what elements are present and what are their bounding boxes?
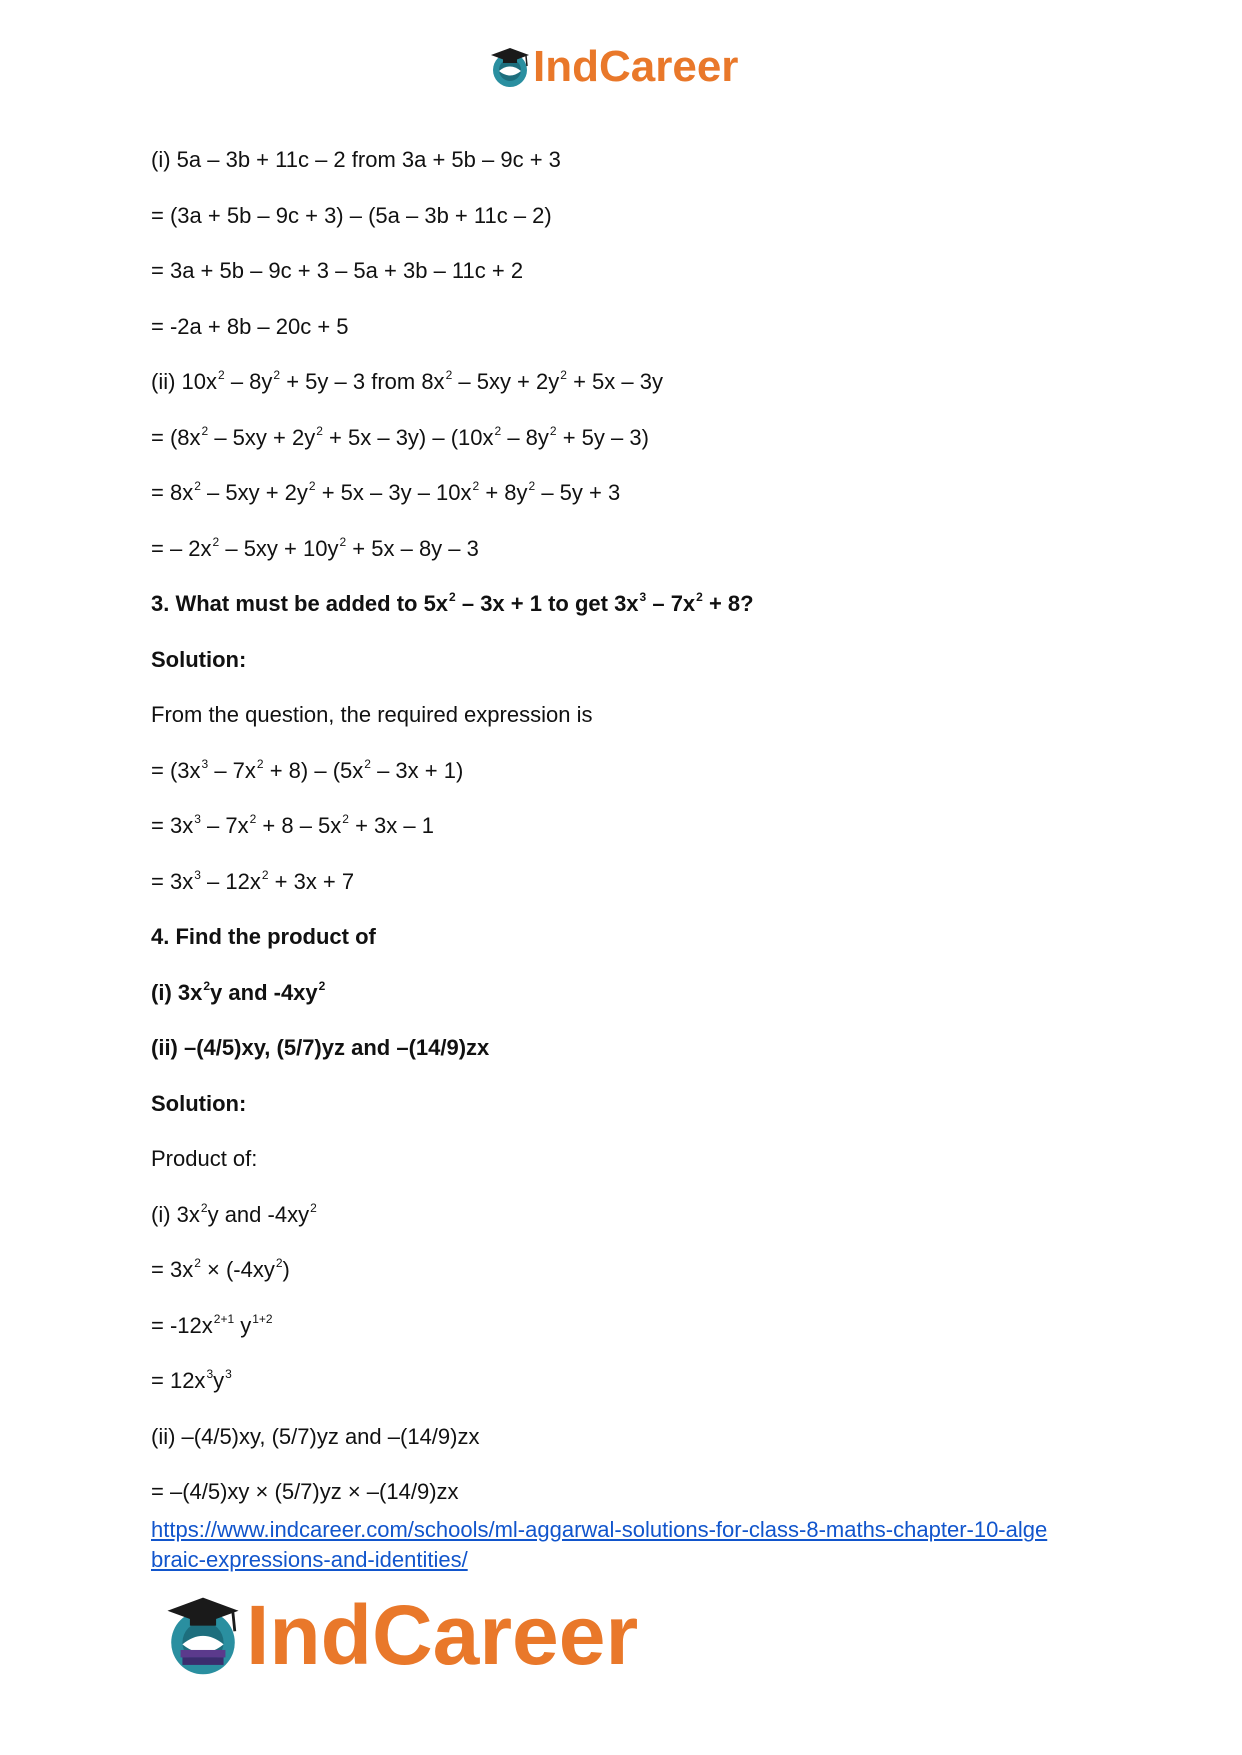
superscript: 2 [201,423,209,438]
text-run: – 3x + 1) [370,757,464,783]
text-run: + 3x + 7 [268,868,355,894]
graduation-cap-icon [160,1590,246,1680]
source-link-line-1[interactable]: https://www.indcareer.com/schools/ml-aggarwal-solutions-for-class-8-maths-chapter-10-alge [151,1517,1048,1542]
superscript: 3 [639,590,647,604]
superscript: 2 [472,479,480,493]
bold-line [151,978,1111,1034]
superscript: 2 [549,423,557,438]
header-logo [487,40,738,94]
superscript: 2 [560,368,567,382]
text-run: – 8y [224,369,273,394]
superscript: 2 [194,1256,201,1270]
text-run: = (3a + 5b – 9c + 3) – (5a – 3b + 11c – 2) [151,202,552,228]
text-run: × (-4xy [200,1257,275,1282]
logo-wordmark: IndCareer [533,42,739,91]
text-line [151,145,1111,201]
text-run: y and -4xy [210,979,318,1005]
text-run: + 5x – 8y – 3 [346,535,479,561]
text-run: + 5y – 3) [556,424,649,450]
text-run: 4. Find the product of [151,924,376,949]
superscript: 2 [528,479,536,493]
text-line [151,534,1111,590]
text-run: + 5y – 3 from 8x [280,369,445,394]
superscript: 1+2 [252,1311,273,1326]
graduation-cap-icon [487,44,533,90]
superscript: 2+1 [213,1311,235,1326]
text-run: (i) 3x [151,1201,200,1227]
text-run: (ii) 10x [151,369,218,394]
text-line [151,367,1111,423]
bold-line [151,645,1111,701]
text-line [151,700,1111,756]
superscript: 2 [445,368,453,382]
superscript: 3 [194,867,201,882]
text-run: – 5y + 3 [535,480,621,505]
superscript: 2 [364,756,371,771]
superscript: 2 [696,590,703,604]
superscript: 2 [212,534,220,549]
text-line [151,1422,1111,1478]
text-run: = -12x [151,1312,213,1338]
text-run: = 8x [151,480,194,505]
text-run: = -2a + 8b – 20c + 5 [151,313,349,339]
superscript: 2 [261,867,269,882]
text-run: – 5xy + 10y [219,535,339,561]
footer-logo [160,1585,638,1685]
text-run: + 8) – (5x [263,757,364,783]
text-run: y [234,1312,252,1338]
text-run: – 7x [200,813,249,838]
text-line [151,201,1111,257]
superscript: 2 [275,1256,283,1270]
text-line [151,256,1111,312]
text-run: + 5x – 3y) – (10x [322,424,494,450]
text-run: = –(4/5)xy × (5/7)yz × –(14/9)zx [151,1479,459,1504]
text-run: From the question, the required expression is [151,702,593,727]
bold-line [151,922,1111,978]
text-line [151,811,1111,867]
text-run: = 3a + 5b – 9c + 3 – 5a + 3b – 11c + 2 [151,258,524,283]
text-run: – 3x + 1 to get 3x [455,591,639,616]
text-line [151,423,1111,479]
text-line [151,1144,1111,1200]
text-line [151,1366,1111,1422]
text-run: + 8? [702,591,754,616]
text-line [151,1200,1111,1256]
text-line [151,1311,1111,1367]
text-run: – 5xy + 2y [208,424,316,450]
text-run: – 5xy + 2y [200,480,308,505]
text-run: – 7x [646,591,696,616]
text-run: (ii) –(4/5)xy, (5/7)yz and –(14/9)zx [151,1035,490,1060]
text-line [151,1255,1111,1311]
superscript: 3 [225,1367,232,1381]
superscript: 2 [494,423,502,438]
bold-line [151,589,1111,645]
superscript: 3 [206,1367,214,1381]
superscript: 2 [449,590,456,604]
text-run: = 3x [151,1257,194,1282]
text-run: Product of: [151,1146,258,1171]
superscript: 2 [342,812,349,826]
superscript: 2 [203,978,211,993]
text-run: (ii) –(4/5)xy, (5/7)yz and –(14/9)zx [151,1423,480,1449]
text-run: = 3x [151,868,194,894]
text-run: + 8 – 5x [256,813,342,838]
text-run: 3. What must be added to 5x [151,591,449,616]
text-line [151,867,1111,923]
document-body [151,145,1111,1533]
superscript: 3 [194,812,201,826]
superscript: 2 [316,423,323,438]
text-line [151,756,1111,812]
bold-line [151,1033,1111,1089]
superscript: 2 [318,978,326,993]
text-run: ) [282,1257,290,1282]
text-run: – 8y [501,424,549,450]
superscript: 2 [273,368,281,382]
superscript: 2 [194,479,201,493]
superscript: 2 [249,812,257,826]
text-line [151,312,1111,368]
superscript: 3 [201,756,209,771]
text-run: = – 2x [151,535,212,561]
bold-line [151,1089,1111,1145]
text-run: – 5xy + 2y [452,369,560,394]
superscript: 2 [200,1200,208,1215]
text-run: + 8y [479,480,528,505]
text-line [151,478,1111,534]
text-run: Solution: [151,646,247,672]
text-run: Solution: [151,1090,247,1116]
text-run: = (8x [151,424,201,450]
text-run: = 12x [151,1368,206,1393]
text-run: y [213,1368,225,1393]
text-run: = (3x [151,757,201,783]
text-run: (i) 5a – 3b + 11c – 2 from 3a + 5b – 9c + 3 [151,147,561,172]
text-run: – 12x [200,868,261,894]
superscript: 2 [218,368,225,382]
source-link[interactable] [151,1515,1111,1575]
superscript: 2 [256,756,264,771]
text-run: y and -4xy [207,1201,310,1227]
source-link-line-2[interactable]: braic-expressions-and-identities/ [151,1547,468,1572]
text-run: (i) 3x [151,979,203,1005]
superscript: 2 [339,534,347,549]
text-run: + 5x – 3y – 10x [315,480,472,505]
logo-wordmark-footer: IndCareer [246,1588,639,1682]
superscript: 2 [310,1200,317,1215]
text-run: + 3x – 1 [348,813,434,838]
text-run: + 5x – 3y [566,369,663,394]
superscript: 2 [308,479,316,493]
text-run: = 3x [151,813,194,838]
text-run: – 7x [208,757,256,783]
